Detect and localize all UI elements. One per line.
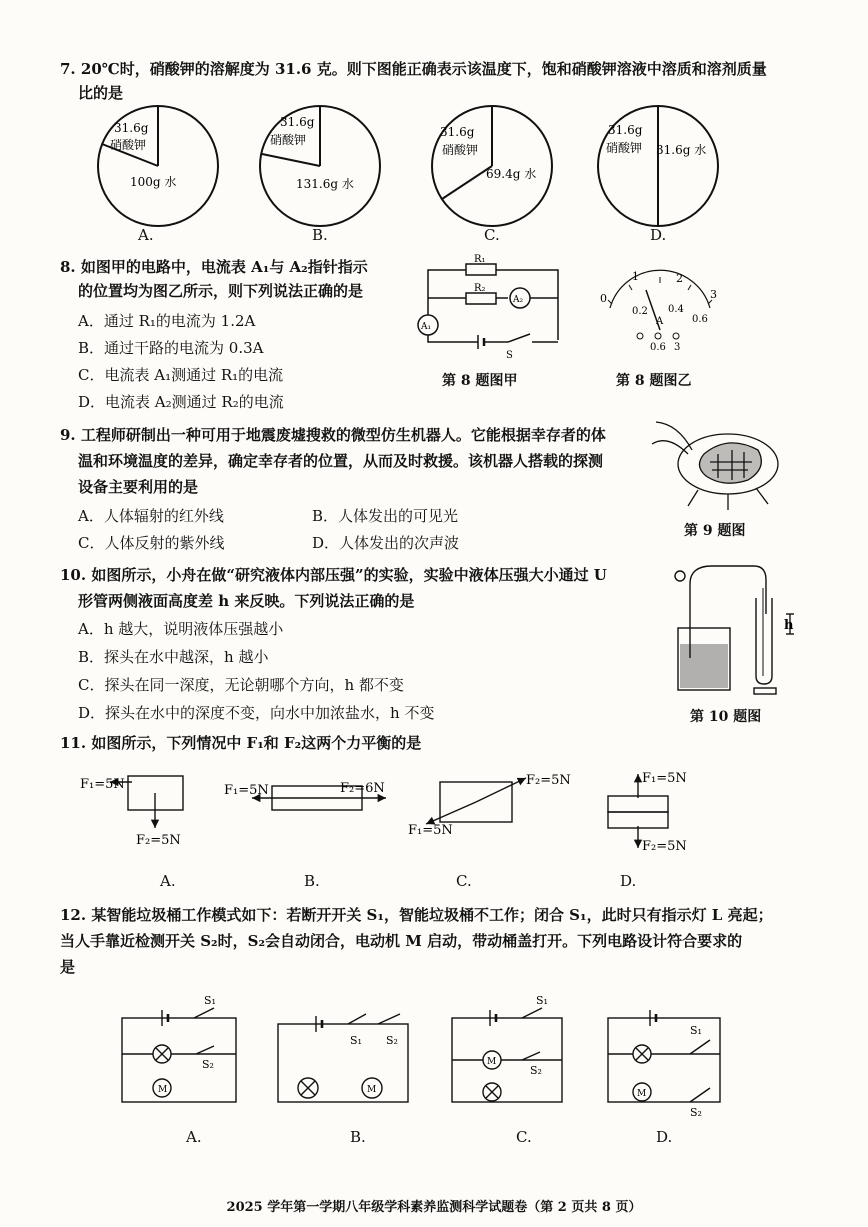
a-motor: M (158, 1085, 168, 1095)
a-s2: S₂ (202, 1058, 214, 1071)
q9-option-d: D．人体发出的次声波 (312, 534, 460, 552)
meter-tick-04: 0.4 (668, 304, 684, 315)
pie-c-solute-name: 硝酸钾 (442, 143, 479, 157)
fig-b-f1: F₁=5N (224, 783, 269, 798)
q12-label-d: D. (656, 1128, 673, 1146)
q12-stem-line3: 是 (60, 958, 76, 976)
q11-label-b: B. (304, 872, 320, 890)
q11-label-c: C. (456, 872, 472, 890)
c-s2: S₂ (530, 1064, 542, 1077)
fig-a-f1: F₁=5N (80, 777, 125, 792)
pie-c (432, 106, 552, 226)
q7-stem-line2: 比的是 (78, 84, 124, 102)
q8-option-d: D．电流表 A₂测通过 R₂的电流 (78, 393, 284, 411)
pie-a-solute-name: 硝酸钾 (110, 138, 147, 152)
terminal-3: 3 (674, 342, 681, 353)
q10-option-c: C．探头在同一深度，无论朝哪个方向，h 都不变 (78, 676, 404, 694)
q7-label-d: D. (650, 226, 667, 244)
q8-option-c: C．电流表 A₁测通过 R₁的电流 (78, 366, 284, 384)
pie-a-solute-text: 31.6g (114, 121, 149, 135)
fig-b-f2: F₂=6N (340, 781, 385, 796)
fig-c-f2: F₂=5N (526, 773, 571, 788)
q9-option-c: C．人体反射的紫外线 (78, 534, 225, 552)
q7-label-a: A. (138, 226, 154, 244)
q9-fig-caption: 第 9 题图 (684, 523, 746, 539)
pie-c-solute-text: 31.6g (440, 125, 475, 139)
c-s1: S₁ (536, 994, 548, 1007)
h-label: h (784, 618, 794, 633)
q10-option-d: D．探头在水中的深度不变，向水中加浓盐水，h 不变 (78, 704, 435, 722)
q10-option-b: B．探头在水中越深，h 越小 (78, 648, 269, 666)
q7-label-b: B. (312, 226, 328, 244)
q12-label-a: A. (186, 1128, 202, 1146)
q9-option-a: A．人体辐射的红外线 (78, 507, 224, 525)
meter-tick-3: 3 (710, 288, 717, 301)
q7-pie-charts (80, 103, 780, 238)
pie-c-solvent-text: 69.4g 水 (486, 167, 537, 181)
r1-label: R₁ (474, 254, 486, 265)
q12-label-b: B. (350, 1128, 366, 1146)
meter-tick-02: 0.2 (632, 306, 648, 317)
q7-label-c: C. (484, 226, 500, 244)
q8-ammeter-dial (592, 270, 727, 355)
pie-d-solute-text: 31.6g (608, 123, 643, 137)
meter-unit: A (656, 316, 664, 327)
q8-circuit-diagram (408, 254, 568, 362)
fig-c-f1: F₁=5N (408, 823, 453, 838)
q11-label-a: A. (160, 872, 176, 890)
a1-label: A₁ (421, 322, 432, 332)
q8-fig-b-caption: 第 8 题图乙 (616, 373, 692, 389)
d-s1: S₁ (690, 1024, 702, 1037)
b-s1: S₁ (350, 1034, 362, 1047)
pie-d (598, 106, 718, 226)
q11-label-d: D. (620, 872, 637, 890)
q10-fig-caption: 第 10 题图 (690, 709, 762, 725)
q12-stem-line1: 12. 某智能垃圾桶工作模式如下：若断开开关 S₁，智能垃圾桶不工作；闭合 S₁，此时只有指示灯 L 亮起； (60, 906, 773, 924)
q11-stem: 11. 如图所示，下列情况中 F₁和 F₂这两个力平衡的是 (60, 734, 422, 752)
q10-pressure-apparatus (650, 558, 800, 698)
q8-stem-line2: 的位置均为图乙所示，则下列说法正确的是 (78, 282, 364, 300)
a-s1: S₁ (204, 994, 216, 1007)
a2-label: A₂ (513, 295, 524, 305)
q10-option-a: A．h 越大，说明液体压强越小 (78, 620, 284, 638)
pie-b-solute-name: 硝酸钾 (270, 133, 307, 147)
q10-stem-line1: 10. 如图所示，小舟在做“研究液体内部压强”的实验，实验中液体压强大小通过 U (60, 566, 607, 584)
fig-a-f2: F₂=5N (136, 833, 181, 848)
b-motor: M (367, 1085, 377, 1095)
q12-stem-line2: 当人手靠近检测开关 S₂时，S₂会自动闭合，电动机 M 启动，带动桶盖打开。下列电路设计符合要求的 (60, 932, 743, 950)
q9-stem-line2: 温和环境温度的差异，确定幸存者的位置，从而及时救援。该机器人搭载的探测 (78, 452, 604, 470)
q10-stem-line2: 形管两侧液面高度差 h 来反映。下列说法正确的是 (78, 592, 415, 610)
terminal-06: 0.6 (650, 342, 666, 353)
q7-stem-line1: 7. 20℃时，硝酸钾的溶解度为 31.6 克。则下图能正确表示该温度下，饱和硝酸钾溶液中溶质和溶剂质量 (60, 60, 767, 78)
fig-d-f1: F₁=5N (642, 771, 687, 786)
q9-option-b: B．人体发出的可见光 (312, 507, 459, 525)
force-fig-c (426, 778, 526, 824)
r2-label: R₂ (474, 283, 486, 294)
switch-label: S (506, 350, 513, 361)
pie-b-solute-text: 31.6g (280, 115, 315, 129)
pie-a (98, 106, 218, 226)
pie-b (260, 106, 380, 226)
q9-robot-cockroach-illustration (648, 414, 788, 514)
fig-d-f2: F₂=5N (642, 839, 687, 854)
q9-stem-line1: 9. 工程师研制出一种可用于地震废墟搜救的微型仿生机器人。它能根据幸存者的体 (60, 426, 606, 444)
meter-tick-06: 0.6 (692, 314, 708, 325)
pie-b-solvent-text: 131.6g 水 (296, 177, 354, 191)
pie-a-solvent-text: 100g 水 (130, 175, 177, 189)
q12-circuit-options (110, 988, 750, 1118)
q8-fig-a-caption: 第 8 题图甲 (442, 373, 518, 389)
q11-force-diagrams (70, 768, 710, 863)
meter-tick-0: 0 (600, 292, 607, 305)
pie-d-solute-name: 硝酸钾 (606, 141, 643, 155)
q8-option-a: A．通过 R₁的电流为 1.2A (78, 312, 256, 330)
q9-stem-line3: 设备主要利用的是 (78, 478, 199, 496)
d-s2: S₂ (690, 1106, 702, 1119)
d-motor: M (637, 1089, 647, 1099)
pie-d-solvent-text: 31.6g 水 (656, 143, 707, 157)
page-footer: 2025 学年第一学期八年级学科素养监测科学试题卷（第 2 页共 8 页） (226, 1200, 642, 1215)
q8-option-b: B．通过干路的电流为 0.3A (78, 339, 264, 357)
q8-stem-line1: 8. 如图甲的电路中，电流表 A₁与 A₂指针指示 (60, 258, 368, 276)
b-s2: S₂ (386, 1034, 398, 1047)
q12-label-c: C. (516, 1128, 532, 1146)
c-motor: M (487, 1057, 497, 1067)
meter-tick-2: 2 (676, 272, 683, 285)
meter-tick-1: 1 (632, 270, 639, 283)
